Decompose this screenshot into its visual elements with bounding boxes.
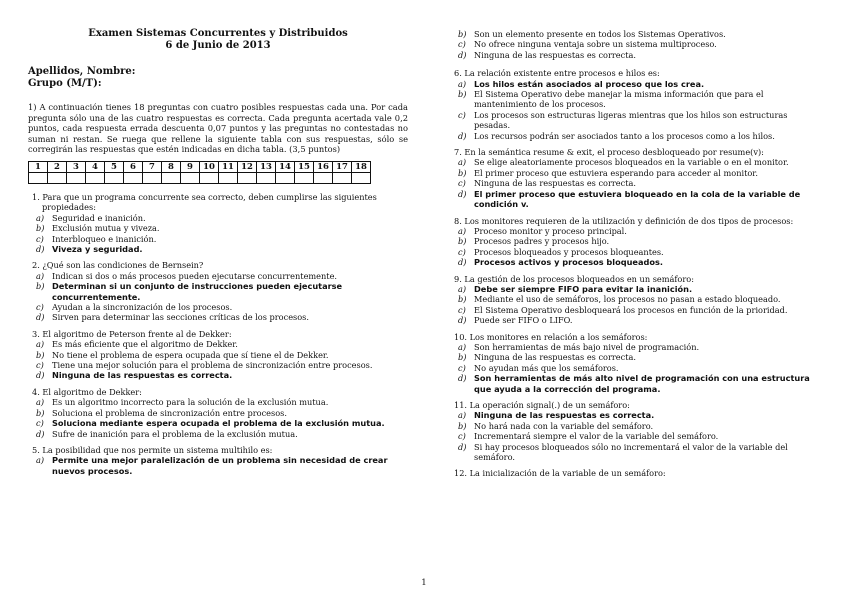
question-text: 3. El algoritmo de Peterson frente al de Dekker: bbox=[32, 328, 232, 339]
answer-option bbox=[28, 455, 408, 476]
answer-cell[interactable] bbox=[295, 172, 314, 183]
answer-cell[interactable] bbox=[162, 172, 181, 183]
option-text: Si hay procesos bloqueados sólo no incrementará el valor de la variable del semáforo. bbox=[474, 441, 788, 463]
option-text: Debe ser siempre FIFO para evitar la inanición. bbox=[474, 283, 693, 294]
answer-option bbox=[450, 363, 822, 373]
option-text: Ninguna de las respuestas es correcta. bbox=[474, 178, 637, 189]
answer-cell[interactable] bbox=[219, 172, 238, 183]
answer-cell[interactable] bbox=[143, 172, 162, 183]
question-5-continued bbox=[450, 29, 822, 60]
answer-option bbox=[450, 157, 822, 167]
left-questions bbox=[28, 192, 408, 476]
answer-number: 15 bbox=[295, 161, 314, 172]
option-letter: c) bbox=[36, 418, 44, 429]
option-text: Ninguna de las respuestas es correcta. bbox=[474, 410, 655, 421]
answer-number: 9 bbox=[181, 161, 200, 172]
option-list bbox=[28, 271, 408, 323]
right-column bbox=[450, 0, 822, 485]
option-text: Soluciona el problema de sincronización entre procesos. bbox=[52, 407, 287, 418]
option-text: Ninguna de las respuestas es correcta. bbox=[52, 370, 233, 381]
option-letter: a) bbox=[36, 270, 45, 281]
option-letter: d) bbox=[458, 373, 467, 384]
question bbox=[450, 274, 822, 326]
answer-cell[interactable] bbox=[200, 172, 219, 183]
option-text: Soluciona mediante espera ocupada el problema de la exclusión mutua. bbox=[52, 418, 385, 429]
option-letter: c) bbox=[36, 233, 44, 244]
answer-option bbox=[450, 110, 822, 131]
answer-number: 14 bbox=[276, 161, 295, 172]
answer-option bbox=[450, 342, 822, 352]
option-text: Sirven para determinar las secciones críticas de los procesos. bbox=[52, 312, 309, 323]
answer-option bbox=[450, 50, 822, 60]
option-letter: a) bbox=[36, 397, 45, 408]
answer-option bbox=[450, 431, 822, 441]
option-text: Se elige aleatoriamente procesos bloqueados en la variable o en el monitor. bbox=[474, 157, 789, 168]
answer-option bbox=[450, 421, 822, 431]
option-letter: d) bbox=[36, 428, 45, 439]
option-letter: a) bbox=[36, 455, 45, 466]
option-letter: a) bbox=[458, 78, 467, 89]
option-text: El Sistema Operativo debe manejar la misma información que para el mantenimiento de los procesos. bbox=[474, 89, 764, 110]
answer-option bbox=[450, 315, 822, 325]
question-text: 2. ¿Qué son las condiciones de Bernsein? bbox=[32, 260, 204, 271]
option-letter: b) bbox=[458, 89, 467, 100]
answer-option bbox=[450, 189, 822, 210]
question bbox=[28, 387, 408, 439]
answer-option bbox=[450, 226, 822, 236]
question bbox=[450, 400, 822, 462]
answer-cell[interactable] bbox=[67, 172, 86, 183]
answer-table bbox=[28, 161, 371, 184]
answer-option bbox=[28, 244, 408, 254]
answer-option bbox=[450, 39, 822, 49]
question bbox=[450, 468, 822, 478]
question bbox=[450, 147, 822, 209]
answer-option bbox=[450, 131, 822, 141]
option-text: Ninguna de las respuestas es correcta. bbox=[474, 352, 637, 363]
question-text: 12. La inicialización de la variable de un semáforo: bbox=[454, 468, 666, 479]
option-text: Son herramientas de más alto nivel de programación con una estructura que ayuda a la corrección del programa. bbox=[474, 373, 810, 394]
option-text: Mediante el uso de semáforos, los procesos no pasan a estado bloqueado. bbox=[474, 294, 781, 305]
question-text: 1. Para que un programa concurrente sea correcto, deben cumplirse las siguientes propiedades: bbox=[32, 191, 377, 213]
option-list bbox=[28, 455, 408, 476]
option-text: Proceso monitor y proceso principal. bbox=[474, 225, 627, 236]
answer-cell[interactable] bbox=[105, 172, 124, 183]
option-letter: c) bbox=[458, 109, 466, 120]
answer-number: 8 bbox=[162, 161, 181, 172]
option-letter: a) bbox=[458, 341, 467, 352]
option-text: Viveza y seguridad. bbox=[52, 244, 143, 254]
option-letter: b) bbox=[36, 349, 45, 360]
option-list bbox=[450, 226, 822, 268]
option-text: Son un elemento presente en todos los Sistemas Operativos. bbox=[474, 29, 726, 39]
answer-cell[interactable] bbox=[333, 172, 352, 183]
option-text: No ofrece ninguna ventaja sobre un sistema multiproceso. bbox=[474, 39, 717, 50]
name-label: Apellidos, Nombre: bbox=[28, 66, 136, 77]
option-text: Puede ser FIFO o LIFO. bbox=[474, 315, 573, 326]
answer-option bbox=[450, 352, 822, 362]
question bbox=[28, 260, 408, 322]
option-letter: b) bbox=[36, 407, 45, 418]
answer-option bbox=[28, 360, 408, 370]
answer-option bbox=[450, 257, 822, 267]
option-text: Los hilos están asociados al proceso que los crea. bbox=[474, 78, 705, 89]
option-text: Determinan si un conjunto de instrucciones pueden ejecutarse concurrentemente. bbox=[52, 281, 343, 302]
group-label: Grupo (M/T): bbox=[28, 78, 102, 89]
option-text: Seguridad e inanición. bbox=[52, 212, 146, 223]
option-letter: b) bbox=[458, 352, 467, 363]
option-letter: a) bbox=[458, 157, 467, 168]
answer-option bbox=[28, 350, 408, 360]
answer-number: 4 bbox=[86, 161, 105, 172]
option-text: Tiene una mejor solución para el problema de sincronización entre procesos. bbox=[52, 360, 373, 371]
option-text: Los recursos podrán ser asociados tanto a los procesos como a los hilos. bbox=[474, 130, 775, 141]
answer-option bbox=[28, 339, 408, 349]
answer-cell[interactable] bbox=[124, 172, 143, 183]
option-letter: a) bbox=[458, 225, 467, 236]
option-letter: a) bbox=[458, 283, 467, 294]
option-letter: d) bbox=[458, 130, 467, 141]
answer-option bbox=[450, 178, 822, 188]
option-letter: d) bbox=[458, 441, 467, 452]
answer-number: 1 bbox=[29, 161, 48, 172]
option-letter: b) bbox=[458, 236, 467, 247]
option-letter: a) bbox=[36, 212, 45, 223]
answer-number: 17 bbox=[333, 161, 352, 172]
option-text: Es más eficiente que el algoritmo de Dekker. bbox=[52, 339, 238, 350]
answer-cell[interactable] bbox=[86, 172, 105, 183]
option-list bbox=[450, 157, 822, 209]
option-text: Ninguna de las respuestas es correcta. bbox=[474, 49, 637, 60]
answer-cell[interactable] bbox=[314, 172, 333, 183]
option-letter: d) bbox=[458, 49, 467, 60]
option-letter: d) bbox=[458, 315, 467, 326]
answer-option bbox=[28, 429, 408, 439]
option-text: Procesos padres y procesos hijo. bbox=[474, 236, 610, 247]
answer-number: 2 bbox=[48, 161, 67, 172]
answer-option bbox=[28, 397, 408, 407]
option-letter: c) bbox=[458, 178, 466, 189]
answer-number: 6 bbox=[124, 161, 143, 172]
question bbox=[28, 329, 408, 381]
answer-cell[interactable] bbox=[257, 172, 276, 183]
answer-option bbox=[28, 302, 408, 312]
exam-title bbox=[28, 28, 408, 52]
answer-cell[interactable] bbox=[276, 172, 295, 183]
option-text: Los procesos son estructuras ligeras mientras que los hilos son estructuras pesadas. bbox=[474, 109, 788, 131]
answer-number: 13 bbox=[257, 161, 276, 172]
option-text: Es un algoritmo incorrecto para la solución de la exclusión mutua. bbox=[52, 397, 329, 408]
answer-cell[interactable] bbox=[48, 172, 67, 183]
option-letter: b) bbox=[458, 420, 467, 431]
answer-number: 18 bbox=[352, 161, 371, 172]
answer-option bbox=[28, 418, 408, 428]
option-letter: c) bbox=[458, 362, 466, 373]
question bbox=[28, 445, 408, 476]
option-letter: c) bbox=[36, 360, 44, 371]
page-number: 1 bbox=[421, 578, 427, 588]
question-text: 10. Los monitores en relación a los semáforos: bbox=[454, 331, 648, 342]
answer-option bbox=[450, 89, 822, 110]
question-text: 8. Los monitores requieren de la utilización y definición de dos tipos de procesos: bbox=[454, 215, 794, 226]
answer-option bbox=[28, 370, 408, 380]
option-list bbox=[450, 342, 822, 394]
answer-cell[interactable] bbox=[352, 172, 371, 183]
answer-option bbox=[28, 271, 408, 281]
option-letter: d) bbox=[36, 370, 45, 381]
answer-number: 12 bbox=[238, 161, 257, 172]
option-text: Ayudan a la sincronización de los procesos. bbox=[52, 302, 233, 313]
option-letter: c) bbox=[458, 304, 466, 315]
option-letter: c) bbox=[36, 302, 44, 313]
question bbox=[28, 192, 408, 254]
option-letter: b) bbox=[36, 223, 45, 234]
answer-number: 10 bbox=[200, 161, 219, 172]
option-list bbox=[450, 79, 822, 141]
option-text: Exclusión mutua y viveza. bbox=[52, 223, 160, 234]
answer-number: 3 bbox=[67, 161, 86, 172]
answer-cell[interactable] bbox=[238, 172, 257, 183]
question-text: 9. La gestión de los procesos bloqueados en un semáforo: bbox=[454, 273, 694, 284]
question bbox=[450, 68, 822, 141]
question-text: 6. La relación existente entre procesos e hilos es: bbox=[454, 68, 660, 79]
answer-option bbox=[28, 408, 408, 418]
title-line-1: Examen Sistemas Concurrentes y Distribuidos bbox=[88, 28, 348, 39]
option-text: No tiene el problema de espera ocupada que sí tiene el de Dekker. bbox=[52, 349, 329, 360]
answer-option bbox=[28, 213, 408, 223]
option-text: El primer proceso que estuviera bloqueado en la cola de la variable de condición v. bbox=[474, 188, 801, 210]
option-text: Son herramientas de más bajo nivel de programación. bbox=[474, 341, 700, 352]
instructions: 1) A continuación tienes 18 preguntas con cuatro posibles respuestas cada una. Por cada pregunta sólo una de las cuatro respuestas es correcta. Cada pregunta acertada vale 0,2 puntos, cada respuesta errada descuenta 0,07 puntos y las preguntas no contestadas no suman ni restan. Se ruega que rellene la siguiente tabla con sus respuestas, sólo se corregirán las respuestas que estén indicadas en dicha tabla. (3,5 puntos) bbox=[28, 102, 408, 155]
answer-option bbox=[450, 247, 822, 257]
question-text: 4. El algoritmo de Dekker: bbox=[32, 386, 142, 397]
option-letter: c) bbox=[458, 39, 466, 50]
question bbox=[450, 332, 822, 394]
option-list bbox=[450, 410, 822, 462]
option-list bbox=[28, 339, 408, 381]
option-text: Sufre de inanición para el problema de la exclusión mutua. bbox=[52, 428, 298, 439]
question-text: 7. En la semántica resume & exit, el proceso desbloqueado por resume(v): bbox=[454, 147, 764, 158]
option-text: No hará nada con la variable del semáforo. bbox=[474, 420, 654, 431]
question bbox=[450, 216, 822, 268]
answer-option bbox=[450, 442, 822, 463]
answer-option bbox=[450, 373, 822, 394]
answer-option bbox=[450, 236, 822, 246]
option-letter: d) bbox=[36, 312, 45, 323]
option-letter: d) bbox=[458, 188, 467, 199]
title-line-2: 6 de Junio de 2013 bbox=[165, 40, 271, 51]
option-text: Procesos activos y procesos bloqueados. bbox=[474, 257, 663, 268]
option-letter: d) bbox=[36, 244, 45, 254]
answer-number: 5 bbox=[105, 161, 124, 172]
option-text: Permite una mejor paralelización de un problema sin necesidad de crear nuevos procesos. bbox=[52, 455, 388, 476]
student-fields bbox=[28, 66, 408, 90]
option-letter: c) bbox=[458, 246, 466, 257]
answer-number: 11 bbox=[219, 161, 238, 172]
option-text: Incrementará siempre el valor de la variable del semáforo. bbox=[474, 431, 719, 442]
answer-option bbox=[28, 234, 408, 244]
option-letter: a) bbox=[36, 339, 45, 350]
option-letter: b) bbox=[458, 29, 467, 39]
answer-option bbox=[450, 294, 822, 304]
right-questions bbox=[450, 68, 822, 479]
option-text: Indican si dos o más procesos pueden ejecutarse concurrentemente. bbox=[52, 270, 338, 281]
answer-option bbox=[450, 305, 822, 315]
answer-option bbox=[450, 168, 822, 178]
answer-option bbox=[450, 79, 822, 89]
option-list bbox=[28, 213, 408, 255]
option-text: Procesos bloqueados y procesos bloqueantes. bbox=[474, 246, 664, 257]
option-text: No ayudan más que los semáforos. bbox=[474, 362, 619, 373]
option-list bbox=[450, 284, 822, 326]
option-text: Interbloqueo e inanición. bbox=[52, 233, 157, 244]
option-letter: d) bbox=[458, 257, 467, 268]
answer-option bbox=[28, 223, 408, 233]
option-text: El Sistema Operativo desbloqueará los procesos en función de la prioridad. bbox=[474, 304, 788, 315]
answer-option bbox=[28, 281, 408, 302]
option-letter: c) bbox=[458, 431, 466, 442]
answer-number: 16 bbox=[314, 161, 333, 172]
option-letter: b) bbox=[458, 167, 467, 178]
answer-option bbox=[450, 284, 822, 294]
answer-option bbox=[450, 410, 822, 420]
answer-cell[interactable] bbox=[181, 172, 200, 183]
answer-cell[interactable] bbox=[29, 172, 48, 183]
option-text: El primer proceso que estuviera esperando para acceder al monitor. bbox=[474, 167, 758, 178]
question-text: 11. La operación signal(.) de un semáforo: bbox=[454, 400, 630, 410]
answer-number: 7 bbox=[143, 161, 162, 172]
answer-option bbox=[450, 29, 822, 39]
option-letter: b) bbox=[458, 294, 467, 305]
answer-option bbox=[28, 312, 408, 322]
option-list bbox=[28, 397, 408, 439]
option-letter: b) bbox=[36, 281, 45, 292]
left-column bbox=[28, 0, 408, 482]
question-text: 5. La posibilidad que nos permite un sistema multihilo es: bbox=[32, 444, 273, 455]
option-letter: a) bbox=[458, 410, 467, 421]
